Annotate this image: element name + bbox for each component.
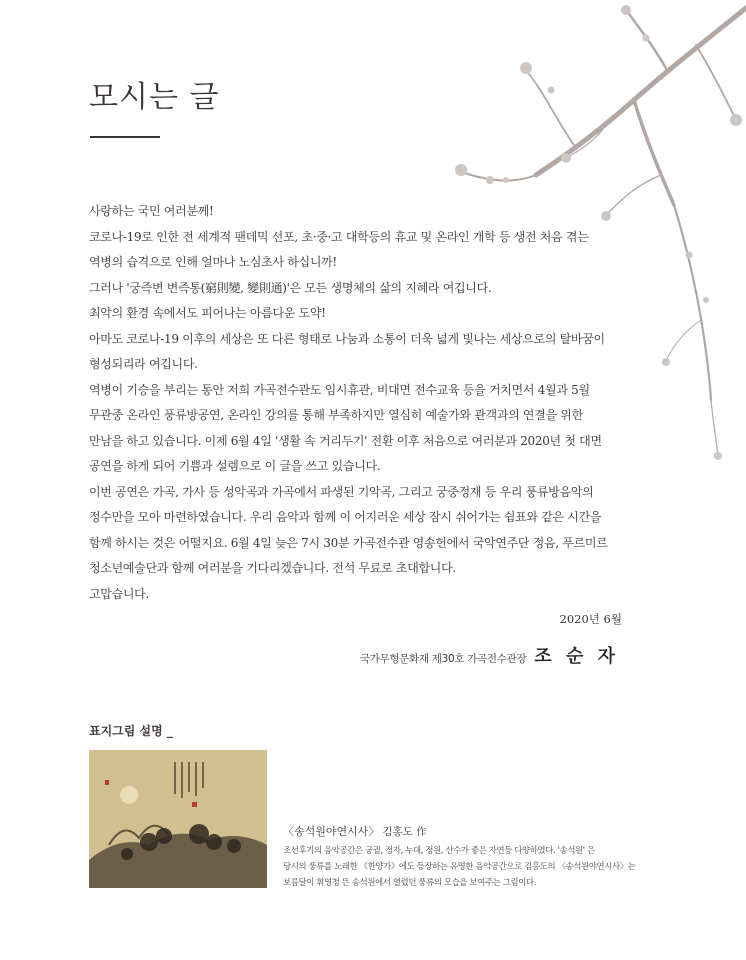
signature xyxy=(360,642,619,668)
cover-painting-image xyxy=(89,750,267,888)
letter-line: 최악의 환경 속에서도 피어나는 아름다운 도약! xyxy=(89,306,326,320)
title-underline xyxy=(90,136,160,138)
letter-line: 청소년예술단과 함께 여러분을 기다리겠습니다. 전석 무료로 초대합니다. xyxy=(89,561,456,575)
letter-line: 형성되리라 여깁니다. xyxy=(89,357,198,371)
signature-title: 국가무형문화재 제30호 가곡전수관장 xyxy=(359,653,527,665)
letter-line: 아마도 코로나-19 이후의 세상은 또 다른 형태로 나눔과 소통이 더욱 넓게 빛나는 세상으로의 탈바꿈이 xyxy=(89,331,605,346)
caption-line: 조선후기의 음악공간은 궁궐, 정자, 누대, 정원, 산수가 좋은 자연등 다양하였다. '송석원' 은 xyxy=(283,845,595,855)
letter-line: 사랑하는 국민 여러분께! xyxy=(89,204,214,218)
letter-line: 고맙습니다. xyxy=(89,586,149,601)
letter-line: 정수만을 모아 마련하였습니다. 우리 음악과 함께 이 어지러운 세상 잠시 쉬어가는 쉼표와 같은 시간을 xyxy=(89,510,602,524)
letter-line: 그러나 '궁즉변 변즉통(窮則變, 變則通)'은 모든 생명체의 삶의 지혜라 여깁니다. xyxy=(89,280,492,295)
letter-line: 만남을 하고 있습니다. 이제 6월 4일 '생활 속 거리두기' 전환 이후 처음으로 여러분과 2020년 첫 대면 xyxy=(89,433,602,448)
letter-line: 함께 하시는 것은 어떨지요. 6월 4일 늦은 7시 30분 가곡전수관 영송헌에서 국악연주단 정음, 푸르미르 xyxy=(89,535,608,550)
cover-description-heading: 표지그림 설명 _ xyxy=(89,724,173,738)
page-title: 모시는 글 xyxy=(89,80,220,115)
painting-caption-body xyxy=(283,842,635,890)
caption-line: 당시의 풍류를 노래한 《한양가》에도 등장하는 유명한 음악공간으로 김홍도의 〈송석원야연시사〉는 xyxy=(283,861,636,871)
signature-name: 조 순 자 xyxy=(534,646,619,667)
letter-date: 2020년 6월 xyxy=(559,612,622,626)
letter-line: 역병이 기승을 부리는 동안 저희 가곡전수관도 임시휴관, 비대면 전수교육 등을 거치면서 4월과 5월 xyxy=(89,382,590,397)
caption-line: 보름달이 휘영청 뜬 송석원에서 열렸던 풍류의 모습을 보여주는 그림이다. xyxy=(283,877,537,887)
letter-line: 무관중 온라인 풍류방공연, 온라인 강의를 통해 부족하지만 열심히 예술가와 관객과의 연결을 위한 xyxy=(89,408,583,422)
painting-author: 김홍도 作 xyxy=(382,826,427,838)
painting-caption-title xyxy=(283,823,427,839)
letter-line: 공연을 하게 되어 기쁨과 설렘으로 이 글을 쓰고 있습니다. xyxy=(89,459,381,473)
letter-body xyxy=(89,199,649,607)
letter-line: 이번 공연은 가곡, 가사 등 성악곡과 가곡에서 파생된 기악곡, 그리고 궁중정재 등 우리 풍류방음악의 xyxy=(89,484,594,499)
letter-line: 역병의 습격으로 인해 얼마나 노심초사 하십니까! xyxy=(89,255,337,269)
painting-title: 〈송석원야연시사〉 xyxy=(283,825,380,838)
letter-line: 코로나-19로 인한 전 세계적 팬데믹 선포, 초·중·고 대학등의 휴교 및 온라인 개학 등 생전 처음 겪는 xyxy=(89,229,589,244)
